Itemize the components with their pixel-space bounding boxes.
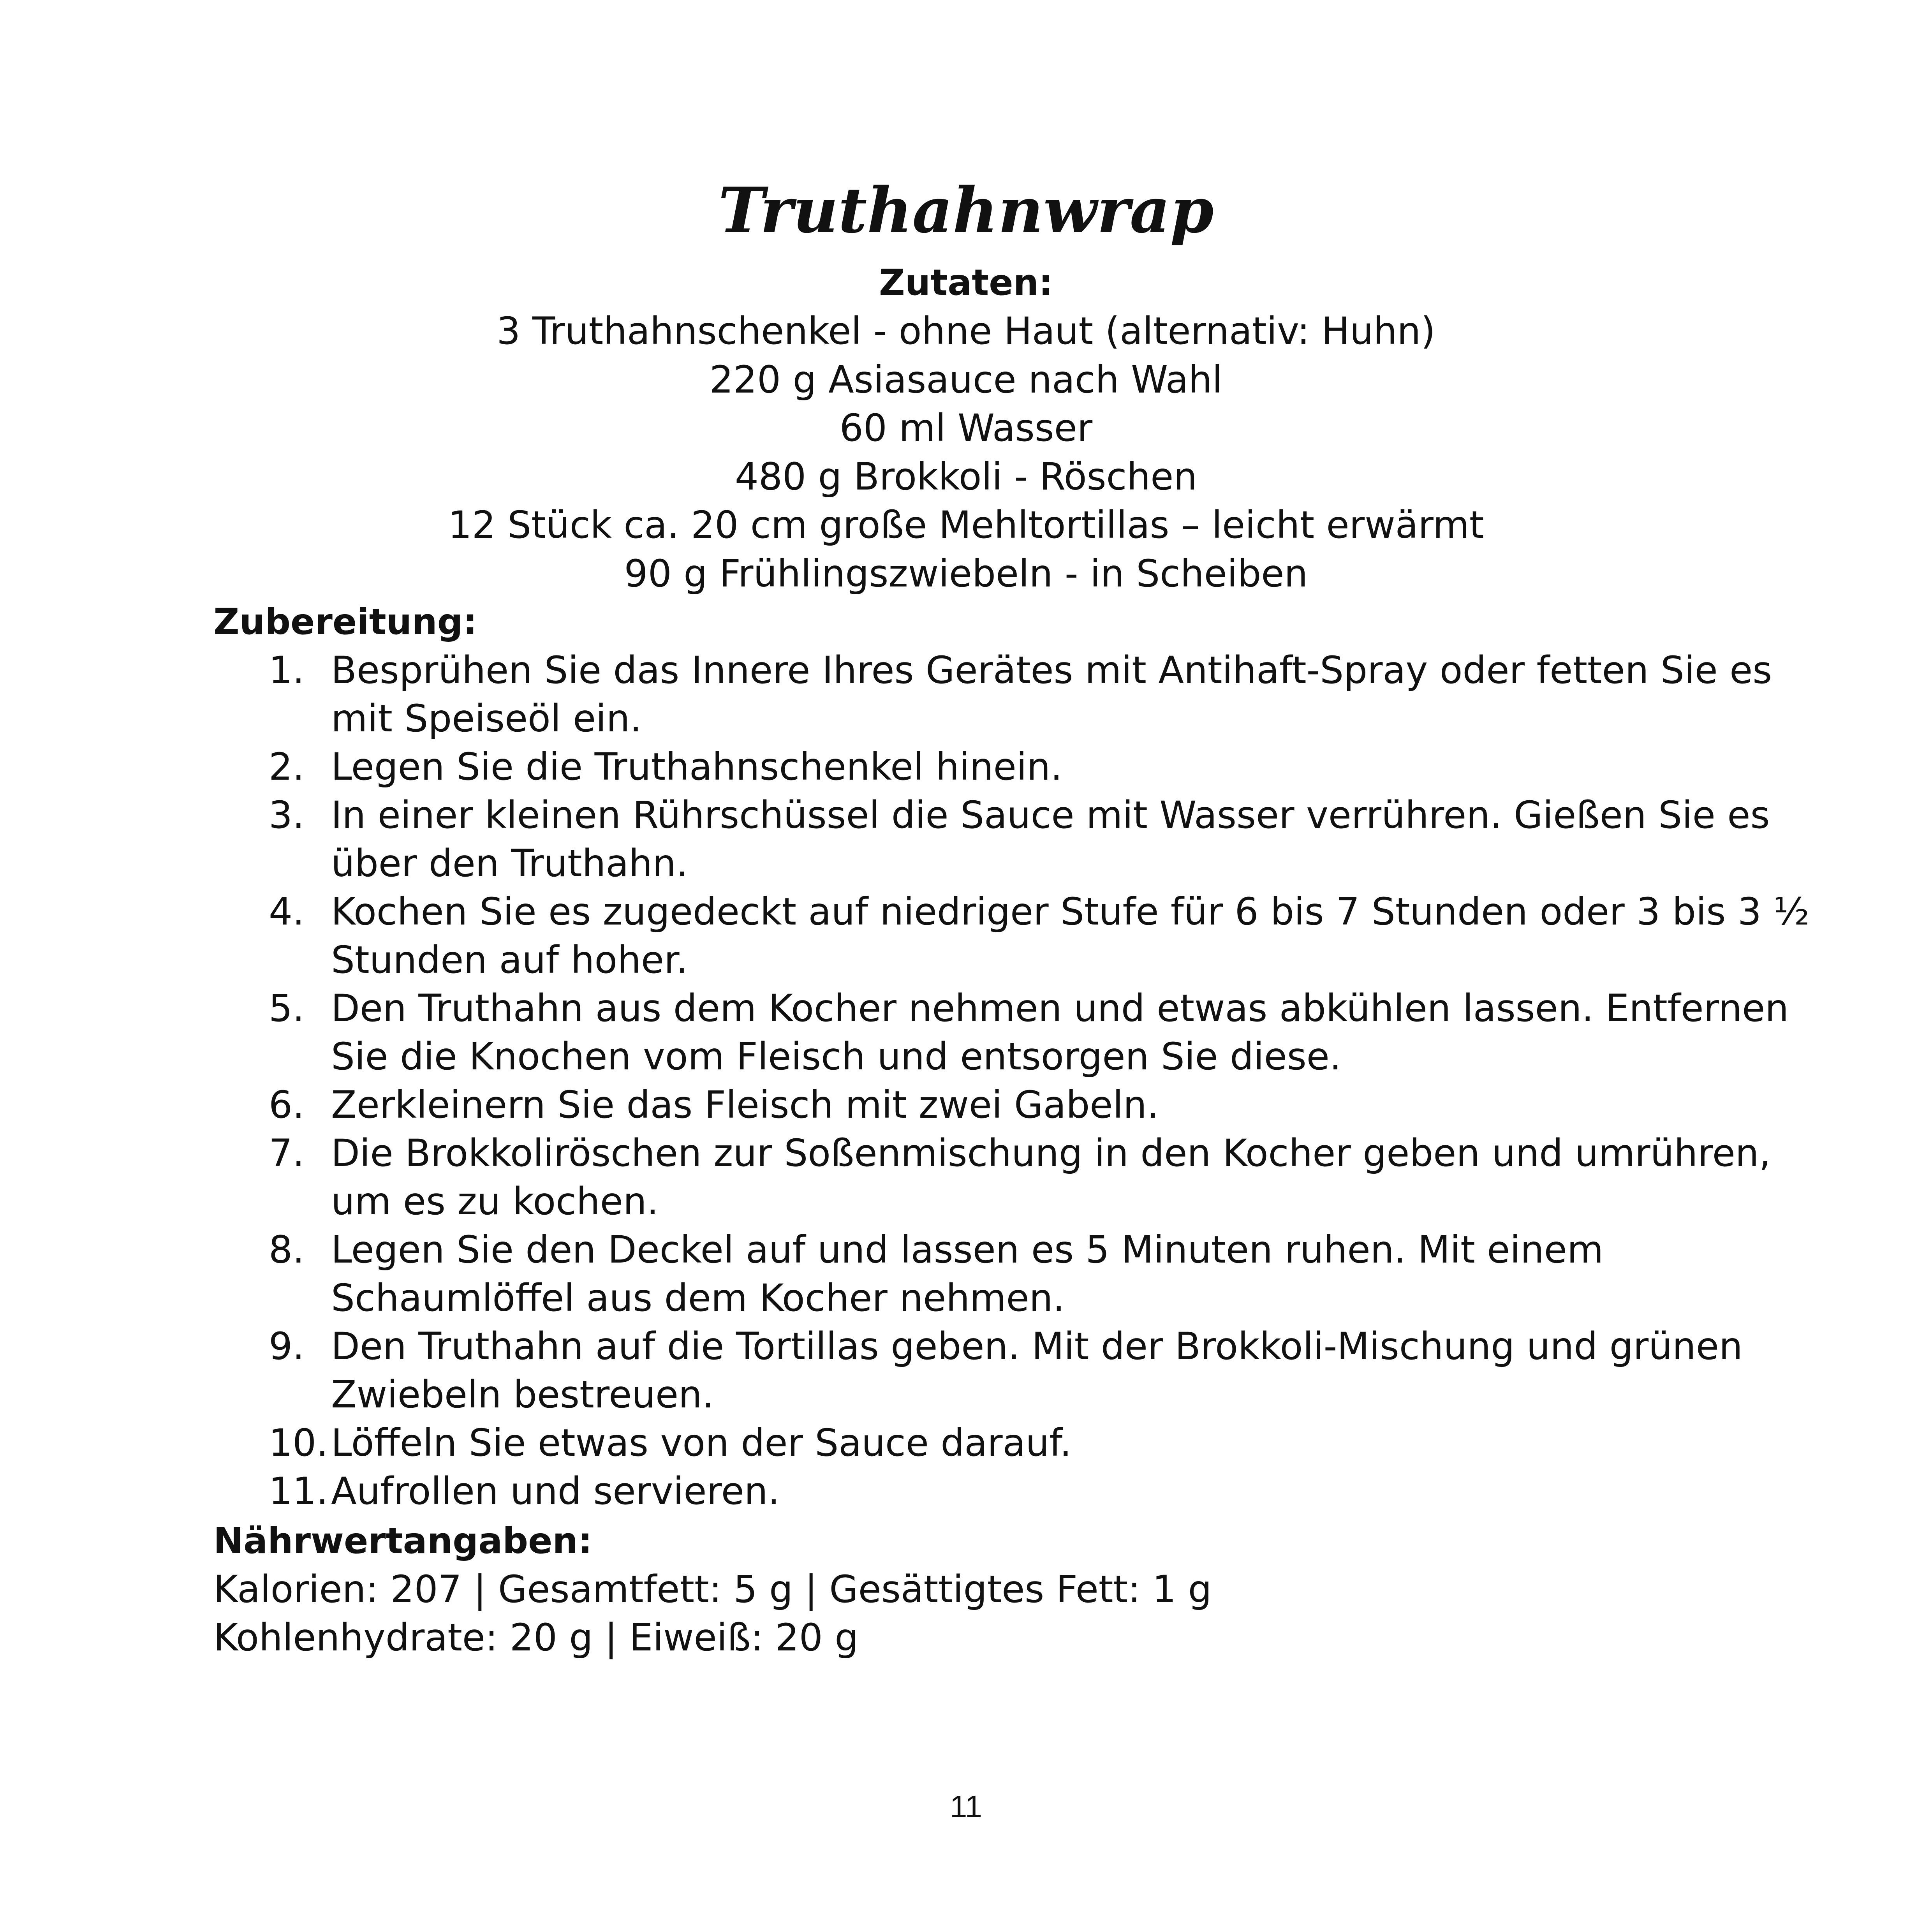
ingredients-heading: Zutaten: bbox=[879, 262, 1053, 303]
nutrition-heading: Nährwertangaben: bbox=[213, 1520, 592, 1562]
step-number: 3. bbox=[269, 793, 305, 837]
step-number: 1. bbox=[269, 648, 305, 692]
ingredient-item: 60 ml Wasser bbox=[839, 406, 1093, 450]
ingredient-item: 90 g Frühlingszwiebeln - in Scheiben bbox=[624, 551, 1308, 595]
step-item bbox=[0, 1226, 1819, 1322]
recipe-title: Truthahnwrap bbox=[718, 174, 1214, 247]
step-text: Aufrollen und servieren. bbox=[331, 1469, 780, 1513]
step-number: 8. bbox=[269, 1228, 305, 1272]
step-number: 4. bbox=[269, 890, 305, 933]
ingredient-item: 12 Stück ca. 20 cm große Mehltortillas – leicht erwärmt bbox=[448, 503, 1484, 547]
preparation-heading: Zubereitung: bbox=[213, 601, 477, 643]
step-item bbox=[0, 984, 1819, 1081]
step-text: Die Brokkoliröschen zur Soßenmischung in den Kocher geben und umrühren, um es zu kochen. bbox=[331, 1131, 1771, 1223]
step-text: Den Truthahn auf die Tortillas geben. Mit der Brokkoli-Mischung und grünen Zwiebeln bestreuen. bbox=[331, 1324, 1743, 1416]
nutrition-line: Kohlenhydrate: 20 g | Eiweiß: 20 g bbox=[213, 1616, 859, 1659]
step-number: 7. bbox=[269, 1131, 305, 1175]
ingredient-item: 220 g Asiasauce nach Wahl bbox=[709, 358, 1223, 402]
ingredient-item: 3 Truthahnschenkel - ohne Haut (alternativ: Huhn) bbox=[497, 309, 1435, 353]
step-text: Löffeln Sie etwas von der Sauce darauf. bbox=[331, 1421, 1072, 1465]
step-item bbox=[0, 791, 1819, 888]
step-number: 9. bbox=[269, 1324, 305, 1368]
step-text: Legen Sie die Truthahnschenkel hinein. bbox=[331, 745, 1062, 789]
step-item bbox=[0, 1419, 1819, 1467]
step-item bbox=[0, 888, 1819, 984]
step-item bbox=[0, 743, 1819, 791]
step-number: 5. bbox=[269, 986, 305, 1030]
step-item bbox=[0, 1322, 1819, 1419]
step-text: Besprühen Sie das Innere Ihres Gerätes mit Antihaft-Spray oder fetten Sie es mit Speiseöl ein. bbox=[331, 648, 1772, 740]
step-number: 6. bbox=[269, 1083, 305, 1127]
step-item bbox=[0, 1467, 1819, 1515]
page-number: 11 bbox=[949, 1789, 983, 1824]
preparation-steps bbox=[0, 646, 1932, 1515]
step-item bbox=[0, 1129, 1819, 1226]
step-item bbox=[0, 1081, 1819, 1129]
step-number: 2. bbox=[269, 745, 305, 789]
step-text: In einer kleinen Rührschüssel die Sauce mit Wasser verrühren. Gießen Sie es über den Truthahn. bbox=[331, 793, 1770, 885]
step-number: 11. bbox=[269, 1469, 328, 1513]
step-item bbox=[0, 646, 1819, 743]
step-text: Den Truthahn aus dem Kocher nehmen und etwas abkühlen lassen. Entfernen Sie die Knochen vom Fleisch und entsorgen Sie diese. bbox=[331, 986, 1789, 1078]
nutrition-facts bbox=[213, 1565, 1212, 1662]
step-text: Zerkleinern Sie das Fleisch mit zwei Gabeln. bbox=[331, 1083, 1159, 1127]
ingredient-item: 480 g Brokkoli - Röschen bbox=[734, 454, 1198, 498]
step-text: Legen Sie den Deckel auf und lassen es 5 Minuten ruhen. Mit einem Schaumlöffel aus dem Kocher nehmen. bbox=[331, 1228, 1604, 1320]
ingredients-list bbox=[0, 307, 1932, 598]
nutrition-line: Kalorien: 207 | Gesamtfett: 5 g | Gesättigtes Fett: 1 g bbox=[213, 1567, 1212, 1611]
step-text: Kochen Sie es zugedeckt auf niedriger Stufe für 6 bis 7 Stunden oder 3 bis 3 ½ Stunden auf hoher. bbox=[331, 890, 1810, 982]
step-number: 10. bbox=[269, 1421, 328, 1465]
